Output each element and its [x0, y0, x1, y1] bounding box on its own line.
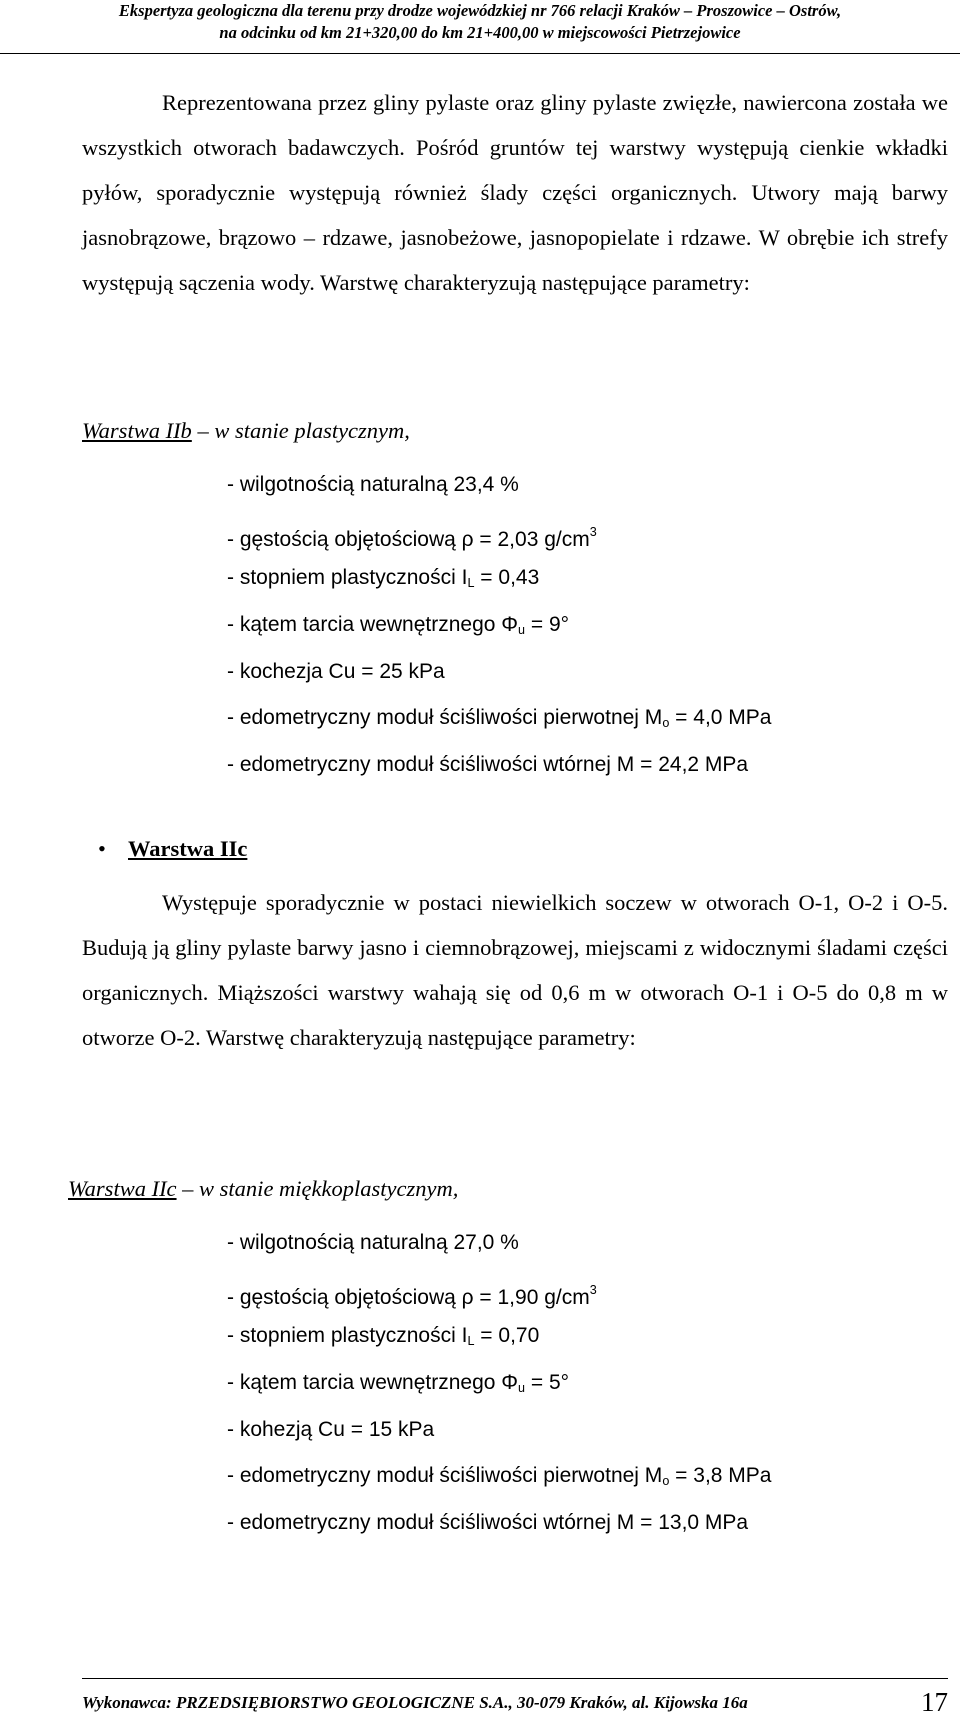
- parameter-text: - kochezja Cu = 25 kPa: [227, 659, 445, 683]
- parameter-subscript: o: [662, 716, 670, 731]
- parameter-item: [227, 1321, 771, 1368]
- parameter-subscript: u: [518, 623, 526, 638]
- running-header: [0, 0, 960, 54]
- parameter-text: - kątem tarcia wewnętrznego Φ: [227, 613, 519, 637]
- layer-IIc-name: Warstwa IIc: [68, 1176, 177, 1201]
- parameter-item: [227, 750, 771, 797]
- parameter-text: - stopniem plastyczności I: [227, 566, 468, 590]
- parameter-superscript: 3: [589, 1282, 597, 1297]
- layer-IIc-state: – w stanie miękkoplastycznym,: [176, 1176, 459, 1201]
- parameter-text: - edometryczny moduł ściśliwości pierwotnej M: [227, 1464, 663, 1488]
- page-footer: [82, 1678, 948, 1729]
- parameter-value: = 5°: [525, 1371, 570, 1395]
- layer-IIc-heading-title: Warstwa IIc: [128, 836, 248, 861]
- layer-IIc-heading: [98, 836, 247, 862]
- header-line-2: na odcinku od km 21+320,00 do km 21+400,00 w miejscowości Pietrzejowice: [219, 23, 741, 42]
- parameter-item: [227, 1275, 771, 1322]
- parameter-item: [227, 1461, 771, 1508]
- layer-IIb-title: [82, 418, 410, 444]
- intro-paragraph-text: Reprezentowana przez gliny pylaste oraz gliny pylaste zwięzłe, nawiercona została we wszystkich otworach badawczych. Pośród gruntów tej warstwy występują cienkie wkładki pyłów, sporadycznie występują również ślady części organicznych. Utwory mają barwy jasnobrązowe, brązowo – rdzawe, jasnobeżowe, jasnopopielate i rdzawe. W obrębie ich strefy występują sączenia wody. Warstwę charakteryzują następujące parametry:: [82, 90, 948, 295]
- parameter-item: [227, 470, 771, 517]
- layer-IIb-params: [227, 470, 771, 797]
- parameter-subscript: L: [467, 576, 475, 591]
- parameter-text: - edometryczny moduł ściśliwości wtórnej M = 24,2 MPa: [227, 753, 749, 777]
- layer-IIc-params: [227, 1228, 771, 1555]
- parameter-text: - wilgotnością naturalną 27,0 %: [227, 1231, 519, 1254]
- parameter-subscript: o: [662, 1474, 670, 1489]
- parameter-item: [227, 1508, 771, 1555]
- parameter-text: - edometryczny moduł ściśliwości wtórnej M = 13,0 MPa: [227, 1511, 749, 1535]
- parameter-text: - stopniem plastyczności I: [227, 1324, 468, 1348]
- layer-IIc-paragraph: [82, 880, 948, 1060]
- parameter-text: - gęstością objętościową ρ = 2,03 g/cm: [227, 527, 590, 551]
- parameter-item: [227, 657, 771, 704]
- layer-IIc-title: [68, 1176, 458, 1202]
- parameter-item: [227, 1228, 771, 1275]
- parameter-text: - kątem tarcia wewnętrznego Φ: [227, 1371, 519, 1395]
- parameter-item: [227, 1368, 771, 1415]
- parameter-text: - edometryczny moduł ściśliwości pierwotnej M: [227, 706, 663, 730]
- parameter-text: - kohezją Cu = 15 kPa: [227, 1417, 435, 1441]
- intro-paragraph: [82, 80, 948, 305]
- parameter-value: = 4,0 MPa: [669, 706, 772, 730]
- parameter-item: [227, 703, 771, 750]
- parameter-text: - gęstością objętościową ρ = 1,90 g/cm: [227, 1285, 590, 1309]
- parameter-value: = 3,8 MPa: [669, 1464, 772, 1488]
- layer-IIb-name: Warstwa IIb: [82, 418, 192, 443]
- bullet-icon: •: [98, 836, 106, 861]
- parameter-item: [227, 1415, 771, 1462]
- parameter-item: [227, 517, 771, 564]
- parameter-subscript: L: [467, 1334, 475, 1349]
- header-line-1: Ekspertyza geologiczna dla terenu przy drodze wojewódzkiej nr 766 relacji Kraków – Proszowice – Ostrów,: [118, 1, 842, 20]
- parameter-value: = 0,43: [474, 566, 540, 590]
- layer-IIc-paragraph-text: Występuje sporadycznie w postaci niewielkich soczew w otworach O-1, O-2 i O-5. Budują ją gliny pylaste barwy jasno i ciemnobrązowej, miejscami z widocznymi śladami części organicznych. Miąższości warstwy wahają się od 0,6 m w otworach O-1 i O-5 do 0,8 m w otworze O-2. Warstwę charakteryzują następujące parametry:: [82, 890, 948, 1050]
- parameter-value: = 9°: [525, 613, 570, 637]
- parameter-value: = 0,70: [474, 1324, 540, 1348]
- parameter-subscript: u: [518, 1381, 526, 1396]
- footer-contractor: Wykonawca: PRZEDSIĘBIORSTWO GEOLOGICZNE S.A., 30-079 Kraków, al. Kijowska 16a: [82, 1693, 748, 1712]
- page-number: 17: [921, 1687, 948, 1717]
- parameter-superscript: 3: [589, 524, 597, 539]
- parameter-item: [227, 610, 771, 657]
- parameter-text: - wilgotnością naturalną 23,4 %: [227, 473, 519, 496]
- parameter-item: [227, 563, 771, 610]
- layer-IIb-state: – w stanie plastycznym,: [191, 418, 410, 443]
